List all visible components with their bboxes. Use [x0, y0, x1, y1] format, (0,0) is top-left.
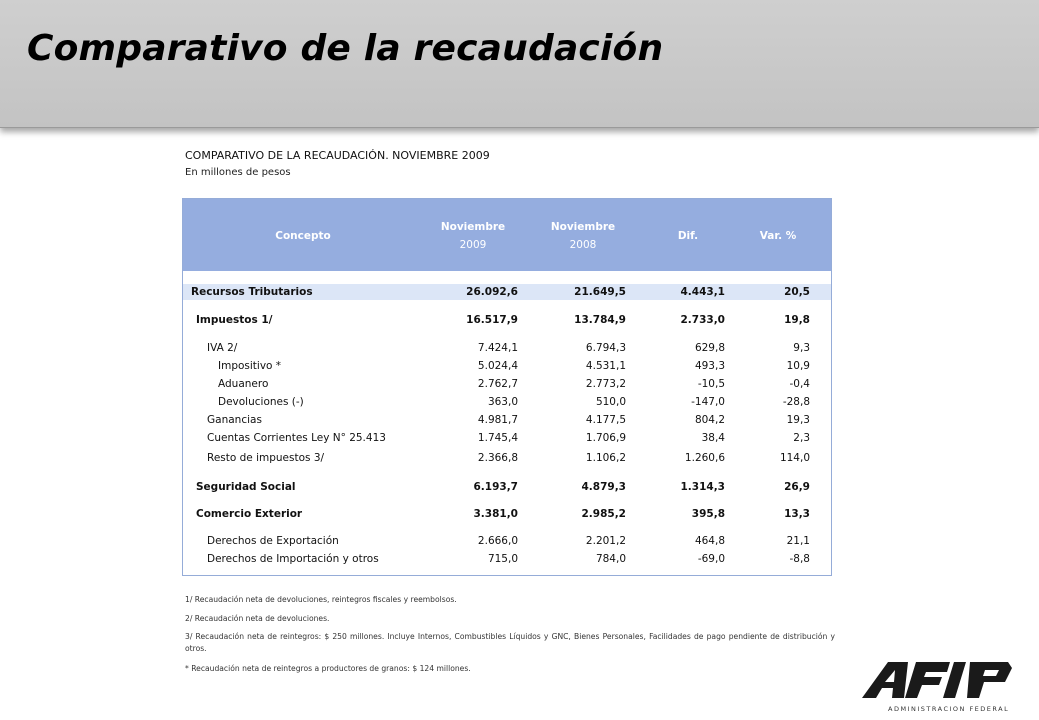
- row-label: Devoluciones (-): [218, 396, 304, 408]
- row-value-var: 13,3: [784, 508, 810, 520]
- row-value-nov2008: 510,0: [595, 396, 626, 408]
- row-value-nov2009: 26.092,6: [466, 286, 518, 298]
- row-value-nov2008: 2.201,2: [585, 535, 626, 547]
- row-value-dif: 1.260,6: [684, 452, 725, 464]
- row-value-nov2008: 6.794,3: [585, 342, 626, 354]
- slide-header: [0, 0, 1039, 128]
- row-value-var: 2,3: [793, 432, 810, 444]
- header-nov-2008: [538, 218, 628, 254]
- header-concepto: Concepto: [275, 230, 331, 242]
- row-value-var: 19,3: [786, 414, 810, 426]
- table-row: [183, 430, 831, 446]
- footnote-1: 1/ Recaudación neta de devoluciones, reintegros fiscales y reembolsos.: [185, 595, 457, 604]
- header-nov-2009: [428, 218, 518, 254]
- row-value-nov2008: 4.177,5: [585, 414, 626, 426]
- table-row: [183, 479, 831, 495]
- table-row: [183, 312, 831, 328]
- row-value-dif: 464,8: [694, 535, 725, 547]
- row-label: Seguridad Social: [196, 481, 296, 493]
- header-nov-2009-line2: 2009: [459, 239, 487, 251]
- row-value-nov2008: 2.773,2: [585, 378, 626, 390]
- row-value-dif: -147,0: [691, 396, 725, 408]
- row-label: Derechos de Importación y otros: [207, 553, 379, 565]
- row-value-dif: -10,5: [697, 378, 725, 390]
- table-header: [183, 199, 831, 271]
- row-value-dif: 38,4: [701, 432, 725, 444]
- slide-title: Comparativo de la recaudación: [27, 28, 664, 69]
- row-label: Comercio Exterior: [196, 508, 303, 520]
- row-label: Ganancias: [207, 414, 262, 426]
- row-value-nov2009: 3.381,0: [473, 508, 518, 520]
- row-value-nov2008: 1.106,2: [585, 452, 626, 464]
- row-value-nov2009: 5.024,4: [477, 360, 518, 372]
- row-value-var: -8,8: [789, 553, 810, 565]
- footnote-2: 2/ Recaudación neta de devoluciones.: [185, 614, 330, 623]
- row-value-var: 21,1: [786, 535, 810, 547]
- row-label: Derechos de Exportación: [207, 535, 339, 547]
- row-value-nov2008: 4.531,1: [585, 360, 626, 372]
- row-value-nov2009: 715,0: [487, 553, 518, 565]
- row-value-nov2009: 2.666,0: [477, 535, 518, 547]
- row-value-var: 10,9: [786, 360, 810, 372]
- table-row: [183, 533, 831, 549]
- row-label: Impuestos 1/: [196, 314, 273, 326]
- logo-caption: ADMINISTRACION FEDERAL: [888, 705, 1010, 713]
- row-value-var: 26,9: [784, 481, 810, 493]
- table-row: [183, 284, 831, 300]
- row-value-dif: 4.443,1: [680, 286, 725, 298]
- row-label: Impositivo *: [218, 360, 282, 372]
- row-value-var: 19,8: [784, 314, 810, 326]
- table-row: [183, 551, 831, 567]
- row-value-nov2008: 784,0: [595, 553, 626, 565]
- header-dif: Dif.: [677, 230, 699, 242]
- footnote-3: 3/ Recaudación neta de reintegros: $ 250 millones. Incluye Internos, Combustibles Líquidos y GNC, Bienes Personales, Facilidades de pago pendiente de distribución y otros.: [185, 632, 835, 653]
- document-subtitle: En millones de pesos: [185, 167, 291, 178]
- row-value-nov2008: 13.784,9: [574, 314, 626, 326]
- row-label: Aduanero: [218, 378, 269, 390]
- row-value-nov2009: 4.981,7: [477, 414, 518, 426]
- row-value-nov2008: 1.706,9: [585, 432, 626, 444]
- row-label: Resto de impuestos 3/: [207, 452, 325, 464]
- row-value-var: -0,4: [789, 378, 810, 390]
- table-row: [183, 340, 831, 356]
- header-nov-2009-line1: Noviembre: [440, 221, 506, 233]
- footnote-4: * Recaudación neta de reintegros a productores de granos: $ 124 millones.: [185, 664, 471, 673]
- row-value-var: 20,5: [784, 286, 810, 298]
- row-label: Cuentas Corrientes Ley N° 25.413: [207, 432, 386, 444]
- row-value-nov2009: 6.193,7: [473, 481, 518, 493]
- table-row: [183, 358, 831, 374]
- header-nov-2008-line2: 2008: [569, 239, 597, 251]
- row-value-dif: 804,2: [694, 414, 725, 426]
- row-value-nov2008: 2.985,2: [581, 508, 626, 520]
- row-value-dif: 1.314,3: [680, 481, 725, 493]
- row-value-nov2009: 363,0: [487, 396, 518, 408]
- row-value-dif: 629,8: [694, 342, 725, 354]
- table-row: [183, 376, 831, 392]
- row-value-nov2008: 21.649,5: [574, 286, 626, 298]
- row-label: IVA 2/: [207, 342, 238, 354]
- row-value-var: 114,0: [779, 452, 810, 464]
- revenue-table: [182, 198, 832, 576]
- row-value-nov2009: 7.424,1: [477, 342, 518, 354]
- afip-logo-icon: [858, 658, 1026, 716]
- row-value-dif: 493,3: [694, 360, 725, 372]
- table-row: [183, 394, 831, 410]
- row-value-var: -28,8: [782, 396, 810, 408]
- row-value-dif: -69,0: [697, 553, 725, 565]
- row-label: Recursos Tributarios: [191, 286, 313, 298]
- row-value-dif: 2.733,0: [680, 314, 725, 326]
- document-title: COMPARATIVO DE LA RECAUDACIÓN. NOVIEMBRE 2009: [185, 149, 490, 162]
- row-value-nov2009: 1.745,4: [477, 432, 518, 444]
- header-nov-2008-line1: Noviembre: [550, 221, 616, 233]
- row-value-nov2009: 2.366,8: [477, 452, 518, 464]
- row-value-var: 9,3: [793, 342, 810, 354]
- row-value-dif: 395,8: [691, 508, 725, 520]
- header-var: Var. %: [759, 230, 797, 242]
- afip-logo: [858, 658, 1026, 716]
- table-row: [183, 412, 831, 428]
- row-value-nov2009: 16.517,9: [466, 314, 518, 326]
- table-row: [183, 506, 831, 522]
- table-row: [183, 450, 831, 466]
- row-value-nov2009: 2.762,7: [477, 378, 518, 390]
- row-value-nov2008: 4.879,3: [581, 481, 626, 493]
